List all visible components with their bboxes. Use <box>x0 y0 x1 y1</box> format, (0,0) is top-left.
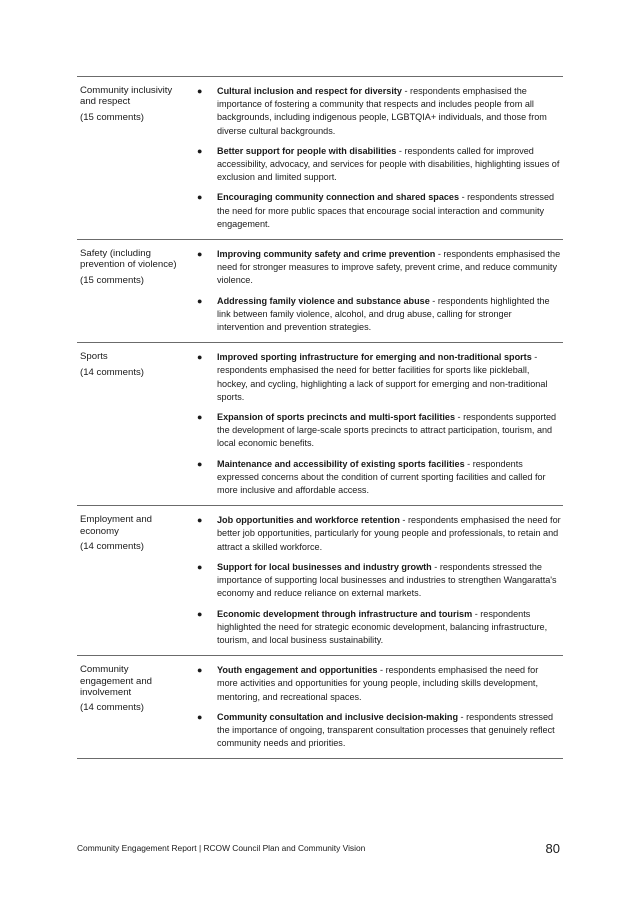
bullet-icon: ● <box>197 458 203 469</box>
point-title: Cultural inclusion and respect for diversity <box>217 86 402 96</box>
bullet-icon: ● <box>197 295 203 306</box>
category-label: Safety (including prevention of violence) <box>80 248 177 271</box>
points-cell <box>181 664 563 750</box>
category-label: Community inclusivity and respect <box>80 85 173 108</box>
point-description: - respondents supported the development of large-scale sports precincts to attract participation, tourism, and local economic benefits. <box>217 412 557 449</box>
point-title: Encouraging community connection and shared spaces <box>217 192 460 203</box>
bullet-point <box>189 145 563 185</box>
bullet-icon: ● <box>197 515 203 526</box>
points-cell <box>181 85 563 231</box>
point-description: - respondents emphasised the need for better job opportunities, particularly for young people and professionals, to retain and attract a skilled workforce. <box>217 515 561 552</box>
point-text <box>217 191 563 231</box>
point-description: - respondents emphasised the need for more activities and opportunities for young people, including skills development, mentoring, and recreational spaces. <box>217 665 539 702</box>
table-row <box>77 240 563 343</box>
point-title: Maintenance and accessibility of existing sports facilities <box>217 458 465 469</box>
table-row <box>77 77 563 240</box>
bullet-point <box>189 664 563 704</box>
bullet-icon: ● <box>197 412 203 423</box>
point-description: - respondents highlighted the link between family violence, alcohol, and drug abuse, calling for stronger intervention and prevention strategies. <box>217 295 550 333</box>
bullet-icon: ● <box>197 561 203 572</box>
point-title: Job opportunities and workforce retention <box>217 515 400 526</box>
point-text <box>217 664 563 704</box>
comment-count: (15 comments) <box>80 274 144 286</box>
category-cell <box>77 514 181 647</box>
category-cell <box>77 85 181 231</box>
point-title: Better support for people with disabilities <box>217 145 397 156</box>
point-text <box>217 561 563 601</box>
point-text <box>217 351 563 404</box>
point-title: Economic development through infrastructure and tourism <box>217 608 473 619</box>
point-description: - respondents emphasised the importance of fostering a community that respects and includes people from all backgrounds, including indigenous people, LGBTQIA+ individuals, and those from diverse cultural backgrounds. <box>217 86 547 136</box>
bullet-icon: ● <box>197 665 203 676</box>
comment-count: (14 comments) <box>80 541 144 553</box>
bullet-point <box>189 248 563 288</box>
point-title: Improving community safety and crime prevention <box>217 249 436 260</box>
comment-count: (15 comments) <box>80 111 144 123</box>
points-cell <box>181 351 563 497</box>
table-row <box>77 656 563 759</box>
bullet-point <box>189 351 563 404</box>
bullet-point <box>189 561 563 601</box>
bullet-icon: ● <box>197 711 203 722</box>
point-description: - respondents stressed the importance of ongoing, transparent consultation processes that genuinely reflect community needs and priorities. <box>217 711 555 749</box>
point-text <box>217 145 563 185</box>
point-description: - respondents stressed the need for more public spaces that encourage social interaction and community engagement. <box>217 192 555 229</box>
point-title: Community consultation and inclusive decision-making <box>217 711 459 722</box>
point-text <box>217 295 563 335</box>
bullet-point <box>189 608 563 648</box>
point-text <box>217 248 563 288</box>
bullet-point <box>189 411 563 451</box>
point-text <box>217 411 563 451</box>
bullet-point <box>189 514 563 554</box>
page-number: 80 <box>545 841 560 856</box>
point-description: - respondents highlighted the need for strategic economic development, balancing infrastructure, tourism, and local business sustainability. <box>217 608 548 645</box>
category-cell <box>77 664 181 750</box>
point-description: - respondents emphasised the need for better facilities for sports like pickleball, hockey, and cycling, highlighting a lack of support for emerging and non-traditional sports. <box>217 352 548 402</box>
point-description: - respondents expressed concerns about the condition of current sporting facilities and called for more inclusive and affordable access. <box>217 458 546 496</box>
point-text <box>217 608 563 648</box>
category-cell <box>77 351 181 497</box>
points-cell <box>181 514 563 647</box>
bullet-point <box>189 85 563 138</box>
point-text <box>217 85 563 138</box>
feedback-table <box>77 76 563 759</box>
point-title: Youth engagement and opportunities <box>217 665 378 676</box>
category-label: Employment and economy <box>80 514 152 537</box>
comment-count: (14 comments) <box>80 366 144 378</box>
bullet-icon: ● <box>197 86 203 96</box>
bullet-point <box>189 191 563 231</box>
point-description: - respondents stressed the importance of supporting local businesses and industries to strengthen Wangaratta's economy and reduce reliance on external markets. <box>217 561 557 599</box>
point-text <box>217 514 563 554</box>
point-title: Improved sporting infrastructure for emerging and non-traditional sports <box>217 352 532 363</box>
point-title: Expansion of sports precincts and multi-sport facilities <box>217 412 455 423</box>
category-cell <box>77 248 181 334</box>
point-text <box>217 458 563 498</box>
footer-text: Community Engagement Report | RCOW Council Plan and Community Vision <box>77 843 366 853</box>
bullet-point <box>189 295 563 335</box>
point-title: Addressing family violence and substance abuse <box>217 295 430 306</box>
bullet-point <box>189 711 563 751</box>
point-text <box>217 711 563 751</box>
bullet-icon: ● <box>197 608 203 619</box>
point-description: - respondents called for improved accessibility, advocacy, and services for people with disabilities, highlighting issues of exclusion and limited support. <box>217 145 560 183</box>
point-title: Support for local businesses and industry growth <box>217 561 432 572</box>
bullet-icon: ● <box>197 145 203 156</box>
point-description: - respondents emphasised the need for stronger measures to improve safety, prevent crime, and reduce community violence. <box>217 249 561 286</box>
bullet-icon: ● <box>197 352 203 363</box>
bullet-point <box>189 458 563 498</box>
table-row <box>77 506 563 656</box>
table-row <box>77 343 563 506</box>
bullet-icon: ● <box>197 192 203 203</box>
category-label: Community engagement and involvement <box>80 664 153 698</box>
points-cell <box>181 248 563 334</box>
bullet-icon: ● <box>197 249 203 260</box>
comment-count: (14 comments) <box>80 702 144 714</box>
category-label: Sports <box>80 351 108 363</box>
